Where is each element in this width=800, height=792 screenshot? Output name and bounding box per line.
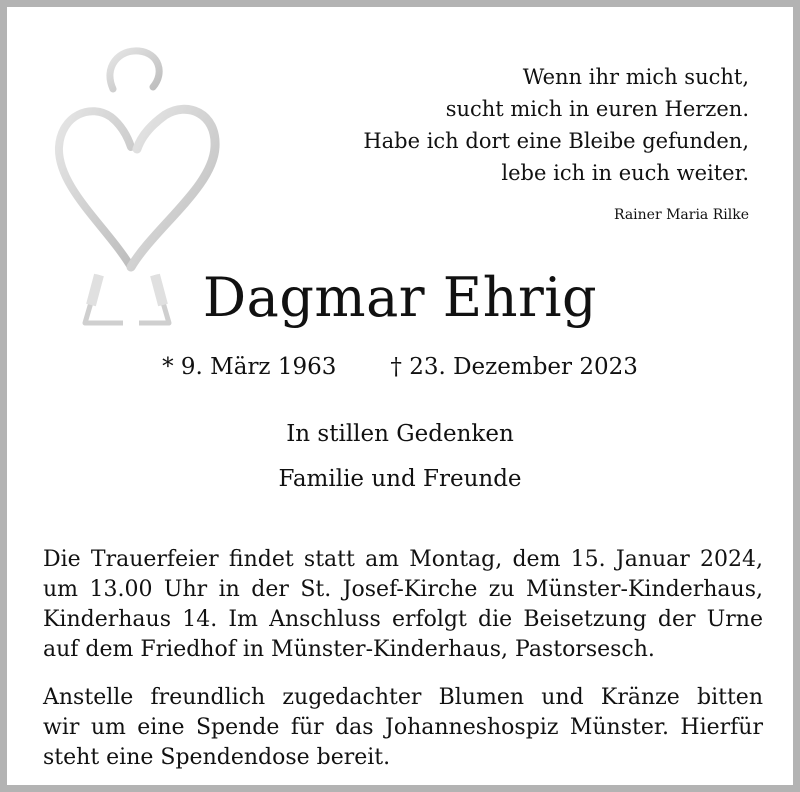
- deceased-name: Dagmar Ehrig: [202, 266, 598, 329]
- poem-line: lebe ich in euch weiter.: [501, 161, 749, 185]
- memorial-phrase: In stillen Gedenken: [286, 421, 514, 447]
- donation-info-paragraph: [43, 683, 763, 773]
- mourners: Familie und Freunde: [278, 466, 522, 492]
- info-line: um 13.00 Uhr in der St. Josef-Kirche zu Münster-Kinderhaus,: [43, 577, 763, 602]
- poem-line: Wenn ihr mich sucht,: [522, 65, 749, 89]
- info-line: Anstelle freundlich zugedachter Blumen und Kränze bitten: [43, 685, 763, 710]
- info-line: Die Trauerfeier findet statt am Montag, dem 15. Januar 2024,: [43, 547, 763, 572]
- info-line: wir um eine Spende für das Johanneshospiz Münster. Hierfür: [43, 715, 763, 740]
- death-date: † 23. Dezember 2023: [390, 354, 638, 380]
- obituary-card: [7, 7, 793, 785]
- poem-line: Habe ich dort eine Bleibe gefunden,: [363, 129, 749, 153]
- life-dates: [7, 354, 793, 380]
- poem-line: sucht mich in euren Herzen.: [445, 97, 749, 121]
- info-line: auf dem Friedhof in Münster-Kinderhaus, Pastorsesch.: [43, 637, 655, 662]
- birth-date: * 9. März 1963: [162, 354, 337, 380]
- poem-author: Rainer Maria Rilke: [613, 207, 749, 223]
- info-line: Kinderhaus 14. Im Anschluss erfolgt die Beisetzung der Urne: [43, 607, 763, 632]
- funeral-info-paragraph: [43, 545, 763, 665]
- poem: [363, 61, 749, 189]
- info-line: steht eine Spendendose bereit.: [43, 745, 391, 770]
